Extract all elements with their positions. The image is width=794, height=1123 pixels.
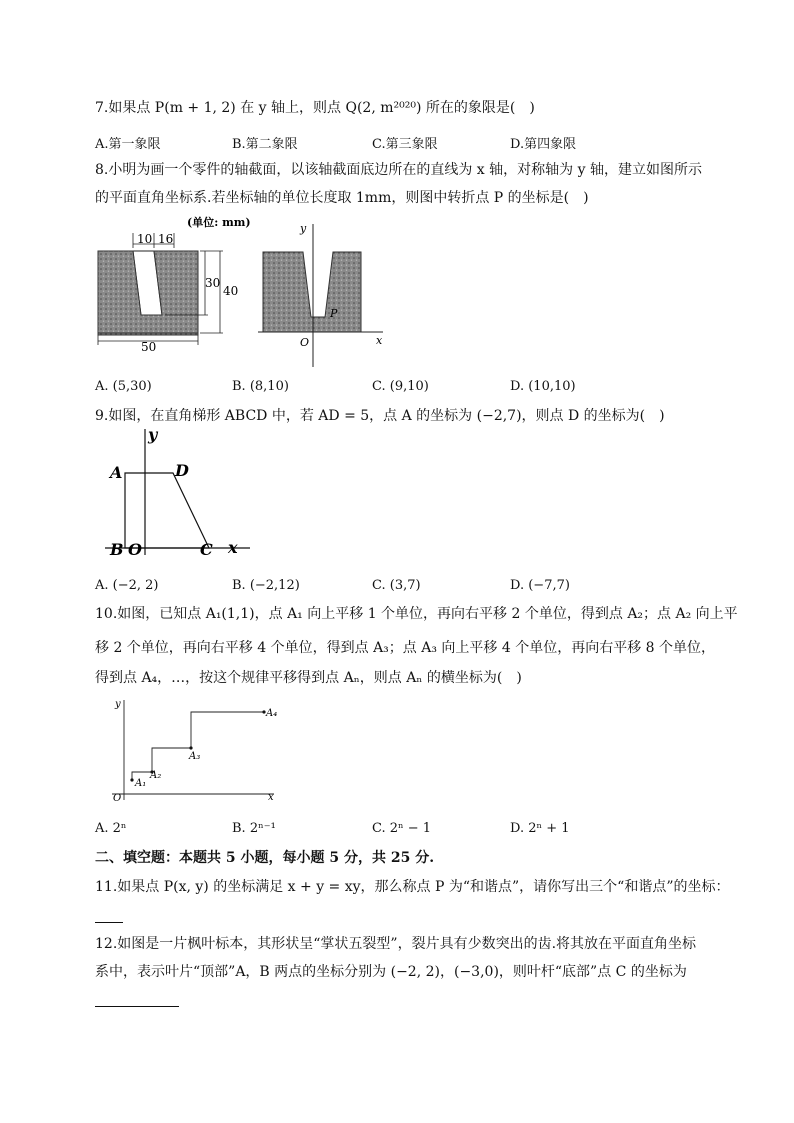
q9-text: 9.如图，在直角梯形 ABCD 中，若 AD = 5，点 A 的坐标为 (−2,7)，则点 D 的坐标为( ): [95, 408, 665, 424]
q11-answer-blank: [95, 921, 123, 923]
q8-option-d: D. (10,10): [510, 379, 576, 394]
q10-option-c: C. 2ⁿ − 1: [372, 821, 432, 836]
q9-options: [95, 578, 715, 598]
q8-text-line1: 8.小明为画一个零件的轴截面，以该轴截面底边所在的直线为 x 轴，对称轴为 y 轴，建立如图所示: [95, 162, 702, 178]
q9-label-d: D: [175, 461, 189, 480]
q11-text: 11.如果点 P(x, y) 的坐标满足 x + y = xy，那么称点 P 为“和谐点”，请你写出三个“和谐点”的坐标：: [95, 879, 730, 895]
q9-label-o: O: [128, 540, 142, 559]
q7-text: 7.如果点 P(m + 1, 2) 在 y 轴上，则点 Q(2, m²⁰²⁰) 所在的象限是( ): [95, 100, 535, 116]
q10-label-a2: A₂: [150, 770, 162, 781]
q7-option-a: A.第一象限: [95, 137, 161, 152]
q8-option-c: C. (9,10): [372, 379, 429, 394]
q9-trapezoid: [125, 473, 209, 548]
q12-text-line2: 系中，表示叶片“顶部”A，B 两点的坐标分别为 (−2, 2)，(−3,0)，则叶杆“底部”点 C 的坐标为: [95, 964, 687, 980]
q12-answer-blank: [95, 1005, 179, 1007]
q8-axis-x-label: x: [376, 334, 383, 347]
q8-origin-label: O: [300, 336, 310, 349]
q8-text-line2: 的平面直角坐标系.若坐标轴的单位长度取 1mm，则图中转折点 P 的坐标是( ): [95, 190, 589, 206]
q8-dim-outer-height: 40: [223, 284, 239, 298]
q10-label-o: O: [113, 793, 122, 804]
q8-point-p-label: P: [330, 307, 338, 320]
q9-option-d: D. (−7,7): [510, 578, 570, 593]
section2-heading: 二、填空题：本题共 5 小题，每小题 5 分，共 25 分.: [95, 850, 435, 866]
q10-options: [95, 821, 715, 841]
q8-option-a: A. (5,30): [95, 379, 152, 394]
q8-option-b: B. (8,10): [232, 379, 289, 394]
q7-options: [95, 133, 715, 153]
q7-option-c: C.第三象限: [372, 137, 438, 152]
q7-option-d: D.第四象限: [510, 137, 577, 152]
q10-text-line1: 10.如图，已知点 A₁(1,1)，点 A₁ 向上平移 1 个单位，再向右平移 2 个单位，得到点 A₂；点 A₂ 向上平: [95, 606, 738, 622]
q9-option-b: B. (−2,12): [232, 578, 300, 593]
q10-label-a1: A₁: [135, 778, 147, 789]
q9-label-c: C: [200, 540, 213, 559]
q9-figure: [105, 425, 275, 560]
q8-unit-label: (单位: mm): [187, 216, 251, 229]
q10-text-line3: 得到点 A₄，…，按这个规律平移得到点 Aₙ，则点 Aₙ 的横坐标为( ): [95, 670, 522, 686]
q10-label-x: x: [268, 792, 274, 803]
q9-label-x: x: [228, 538, 238, 557]
q8-axis-y-label: y: [300, 222, 307, 235]
q12-text-line1: 12.如图是一片枫叶标本，其形状呈“掌状五裂型”，裂片具有少数突出的齿.将其放在平面直角坐标: [95, 936, 697, 952]
q10-option-d: D. 2ⁿ + 1: [510, 821, 570, 836]
q10-text-line2: 移 2 个单位，再向右平移 4 个单位，得到点 A₃；点 A₃ 向上平移 4 个单位，再向右平移 8 个单位，: [95, 640, 716, 656]
q10-label-a4: A₄: [266, 708, 278, 719]
q9-option-a: A. (−2, 2): [95, 578, 159, 593]
q8-dim-inner-height: 30: [205, 276, 221, 290]
q8-dim-side-offset: 16: [158, 232, 174, 246]
q10-label-a3: A₃: [189, 751, 201, 762]
q9-label-a: A: [110, 463, 123, 482]
q10-option-a: A. 2ⁿ: [95, 821, 127, 836]
q8-options: [95, 379, 715, 399]
q8-dim-base-width: 50: [141, 340, 157, 354]
q9-label-b: B: [110, 540, 124, 559]
q8-dim-top-width: 10: [137, 232, 153, 246]
q7-option-b: B.第二象限: [232, 137, 298, 152]
q10-label-y: y: [115, 699, 121, 710]
q8-part-on-axes: [263, 252, 361, 332]
q9-option-c: C. (3,7): [372, 578, 421, 593]
q9-label-y: y: [148, 425, 158, 444]
q10-option-b: B. 2ⁿ⁻¹: [232, 821, 276, 836]
q10-figure: [112, 698, 302, 808]
q8-figure-right: [258, 222, 398, 372]
